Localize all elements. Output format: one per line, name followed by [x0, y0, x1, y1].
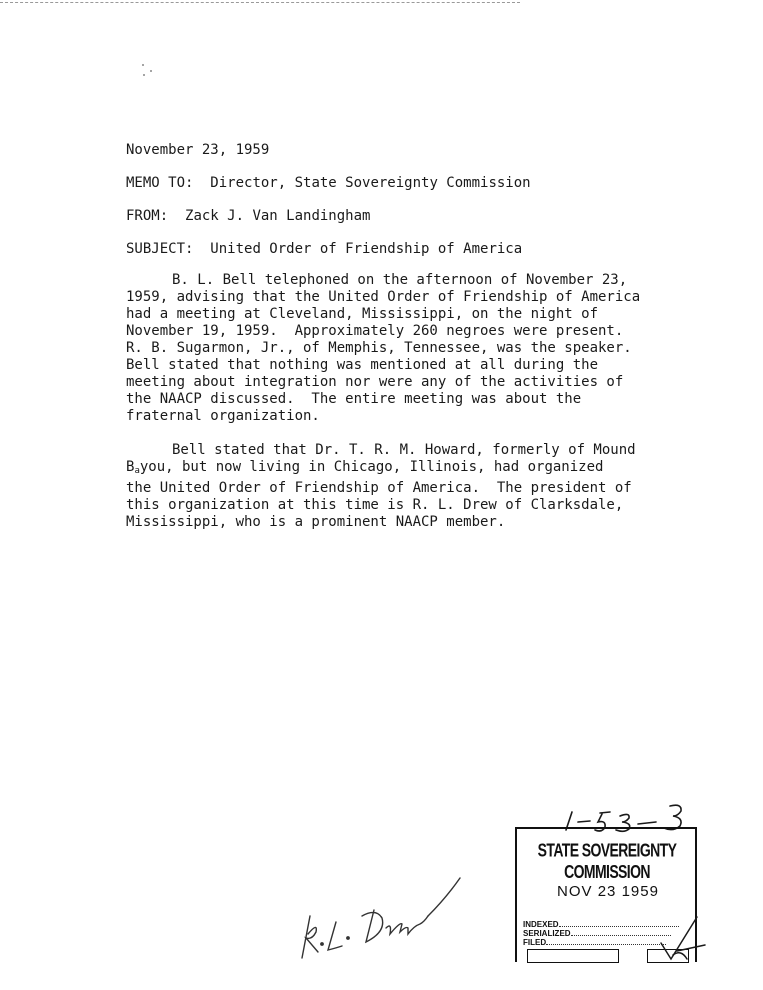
memo-subject [126, 241, 686, 258]
memo-subject-label: SUBJECT: [126, 241, 194, 257]
memo-subject-value: United Order of Friendship of America [210, 241, 523, 257]
paragraph-line: November 19, 1959. Approximately 260 negroes were present. [126, 323, 624, 339]
paragraph-1 [126, 272, 686, 425]
paragraph-line [126, 459, 686, 480]
bayou-a-subscript: a [134, 466, 140, 476]
stamp-title: STATE SOVEREIGNTY COMMISSION [537, 839, 677, 883]
memo-from-label: FROM: [126, 208, 169, 224]
stamp-box-left [527, 949, 619, 963]
stamp-serialized-label: SERIALIZED [523, 929, 571, 938]
paragraph-line: this organization at this time is R. L. Drew of Clarksdale, [126, 497, 624, 513]
memo-from-value: Zack J. Van Landingham [185, 208, 371, 224]
memo-to-label: MEMO TO: [126, 175, 194, 191]
paragraph-line: meeting about integration nor were any of the activities of [126, 374, 624, 390]
memo-date: November 23, 1959 [126, 142, 270, 158]
stamp-check-mark [657, 915, 707, 965]
stamp-indexed-label: INDEXED [523, 920, 559, 929]
paragraph-line: fraternal organization. [126, 408, 320, 424]
paragraph-line: Bell stated that nothing was mentioned at all during the [126, 357, 599, 373]
top-dashed-edge [0, 2, 520, 3]
bayou-b: B [126, 459, 135, 475]
paper-specks [140, 64, 160, 78]
memo-body [126, 142, 686, 531]
paragraph-line: Bell stated that Dr. T. R. M. Howard, formerly of Mound [172, 442, 636, 458]
paragraph-line: R. B. Sugarmon, Jr., of Memphis, Tennessee, was the speaker. [126, 340, 632, 356]
paragraph-line: had a meeting at Cleveland, Mississippi, on the night of [126, 306, 599, 322]
received-stamp [515, 827, 697, 962]
paragraph-line-rest: you, but now living in Chicago, Illinois, had organized [139, 459, 604, 475]
memo-to-value: Director, State Sovereignty Commission [210, 175, 531, 191]
handwritten-signature [296, 872, 471, 962]
paragraph-line: the NAACP discussed. The entire meeting was about the [126, 391, 582, 407]
paragraph-line: 1959, advising that the United Order of Friendship of America [126, 289, 641, 305]
memo-to [126, 175, 686, 192]
memo-from [126, 208, 686, 225]
paragraph-line: B. L. Bell telephoned on the afternoon of November 23, [172, 272, 628, 288]
paragraph-2 [126, 442, 686, 531]
paragraph-line: the United Order of Friendship of America. The president of [126, 480, 632, 496]
paragraph-line: Mississippi, who is a prominent NAACP member. [126, 514, 506, 530]
stamp-date: NOV 23 1959 [557, 883, 659, 900]
stamp-filed-label: FILED [523, 938, 547, 947]
